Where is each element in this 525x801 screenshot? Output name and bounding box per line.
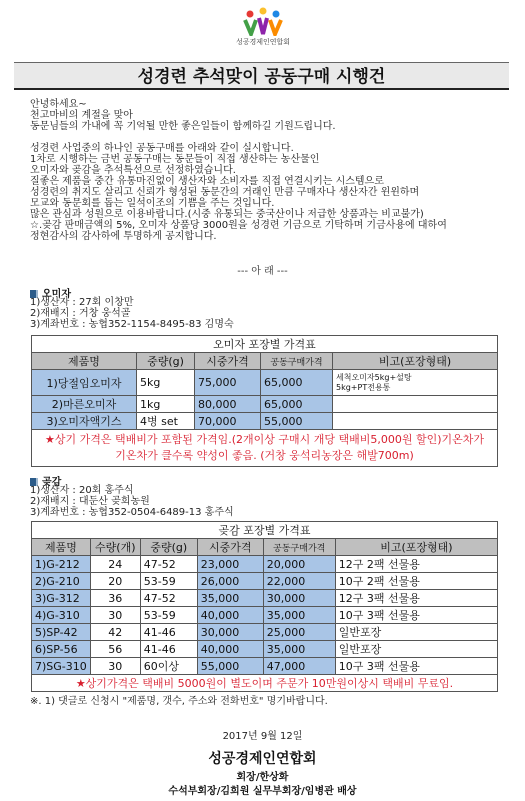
table-row [32,556,498,573]
intro-line: 안녕하세요~ [30,99,87,110]
remarks [333,396,498,413]
gotgam-info-line: 3)계좌번호 : 농협352-0504-6489-13 홍주식 [30,507,234,518]
gotgam-price-table [31,521,498,692]
group-price: 25,000 [263,624,335,641]
remarks: 10구 3팩 선물용 [335,607,497,624]
market-price: 40,000 [197,607,263,624]
product-weight: 53-59 [140,607,197,624]
intro-text [30,99,510,242]
omija-info [30,297,234,330]
table-row [32,658,498,675]
intro-line: 성경련의 취지도 살리고 신뢰가 형성된 동문간의 거래인 만큼 구매자나 생산자간 윈윈하며 [30,187,420,198]
product-weight: 4병 set [137,413,195,430]
omija-info-line: 1)생산자 : 27회 이창만 [30,297,134,308]
market-price: 75,000 [195,370,261,396]
group-price: 65,000 [261,370,333,396]
remarks-line: 5kg+PT전용통 [336,382,391,392]
omija-note-row [32,430,498,467]
remarks [333,370,498,396]
remarks: 일반포장 [335,641,497,658]
table-row [32,641,498,658]
signature-vice-presidents: 수석부회장/김희원 실무부회장/임병관 배상 [168,786,357,797]
remarks: 12구 3팩 선물용 [335,590,497,607]
product-weight: 41-46 [140,624,197,641]
intro-line: 오미자와 곶감을 추석특선으로 선정하였습니다. [30,165,236,176]
intro-line: 많은 관심과 성원으로 이용바랍니다.(시중 유통되는 중국산이나 저급한 상품과는 비교불가) [30,209,424,220]
intro-line: 성경련 사업중의 하나인 공동구매를 아래와 같이 실시합니다. [30,143,294,154]
product-name: 2)G-210 [32,573,91,590]
col-group-price: 공동구매가격 [261,353,333,370]
order-footnote: ※. 1) 댓글로 신청시 "제품명, 갯수, 주소와 전화번호" 명기바랍니다. [30,696,328,707]
product-weight: 41-46 [140,641,197,658]
product-weight: 47-52 [140,590,197,607]
intro-gap [30,132,510,143]
col-product: 제품명 [32,539,91,556]
group-price: 47,000 [263,658,335,675]
group-price: 20,000 [263,556,335,573]
document-date: 2017년 9월 12일 [222,731,303,742]
product-name: 7)SG-310 [32,658,91,675]
product-weight: 47-52 [140,556,197,573]
group-price: 55,000 [261,413,333,430]
product-qty: 36 [90,590,140,607]
remarks: 10구 3팩 선물용 [335,658,497,675]
table-row [32,607,498,624]
omija-heading-label: 오미자 [42,289,71,300]
group-price: 65,000 [261,396,333,413]
remarks [333,413,498,430]
product-name: 3)G-312 [32,590,91,607]
gotgam-info [30,485,234,518]
org-logo [228,6,298,56]
col-weight: 중량(g) [137,353,195,370]
col-market-price: 시중가격 [197,539,263,556]
product-name: 6)SP-56 [32,641,91,658]
product-weight: 5kg [137,370,195,396]
product-name: 2)마른오미자 [32,396,137,413]
product-name: 5)SP-42 [32,624,91,641]
market-price: 23,000 [197,556,263,573]
intro-line: 천고마비의 계절을 맞아 [30,110,133,121]
org-logo-icon [241,6,285,36]
market-price: 30,000 [197,624,263,641]
omija-note [32,430,498,467]
gotgam-note: ★상기가격은 택배비 5000원이 별도이며 주문가 10만원이상시 택배비 무료임. [32,675,498,692]
market-price: 80,000 [195,396,261,413]
gotgam-info-line: 2)재배지 : 대둔산 곶희농원 [30,496,150,507]
group-price: 35,000 [263,607,335,624]
ahrae-divider: --- 아 래 --- [237,266,288,277]
table-row [32,573,498,590]
product-weight: 1kg [137,396,195,413]
signature-org: 성공경제인연합회 [208,751,317,767]
product-qty: 42 [90,624,140,641]
remarks: 12구 2팩 선물용 [335,556,497,573]
omija-table-caption: 오미자 포장별 가격표 [32,336,498,353]
omija-price-table [31,335,498,467]
product-name: 1)G-212 [32,556,91,573]
logo-org-name: 성공경제인연합회 [235,38,291,46]
remarks: 일반포장 [335,624,497,641]
remarks-line: 세척오미자5kg+설탕 [336,372,412,382]
intro-line: ☆.곶감 판매금액의 5%, 오미자 상품당 3000원을 성경련 기금으로 기탁하며 기금사용에 대하여 [30,220,447,231]
group-price: 30,000 [263,590,335,607]
product-qty: 30 [90,658,140,675]
market-price: 55,000 [197,658,263,675]
market-price: 26,000 [197,573,263,590]
product-qty: 56 [90,641,140,658]
intro-line: 동문님들의 가내에 꼭 기억될 만한 좋은일들이 함께하길 기원드립니다. [30,121,336,132]
intro-line: 질좋은 제품을 중간 유통마진없이 생산자와 소비자를 직접 연결시키는 시스템으로 [30,176,384,187]
table-row [32,624,498,641]
gotgam-info-line: 1)생산자 : 20회 홍주식 [30,485,134,496]
product-weight: 60이상 [140,658,197,675]
market-price: 35,000 [197,590,263,607]
product-weight: 53-59 [140,573,197,590]
col-weight: 중량(g) [140,539,197,556]
group-price: 22,000 [263,573,335,590]
signature-president: 회장/한상화 [236,772,289,783]
group-price: 35,000 [263,641,335,658]
intro-line: 정현감사의 감사하에 투명하게 공지합니다. [30,231,217,242]
page-title: 성경련 추석맞이 공동구매 시행건 [137,67,386,87]
table-row [32,396,498,413]
intro-line: 1차로 시행하는 금번 공동구매는 동문들이 직접 생산하는 농산물인 [30,154,320,165]
remarks: 10구 2팩 선물용 [335,573,497,590]
omija-note-line: ★상기 가격은 택배비가 포함된 가격임.(2개이상 구매시 개당 택배비5,000원 할인)기온차가 [44,433,485,446]
product-name: 1)당절임오미자 [32,370,137,396]
product-qty: 20 [90,573,140,590]
table-row [32,590,498,607]
col-remarks: 비고(포장형태) [335,539,497,556]
table-row [32,413,498,430]
omija-info-line: 2)재배지 : 거창 웅석골 [30,308,131,319]
product-qty: 24 [90,556,140,573]
product-qty: 30 [90,607,140,624]
product-name: 4)G-310 [32,607,91,624]
intro-line: 모교와 동문회를 돕는 일석이조의 기쁨을 주는 것입니다. [30,198,275,209]
col-market-price: 시중가격 [195,353,261,370]
market-price: 70,000 [195,413,261,430]
col-product: 제품명 [32,353,137,370]
gotgam-table-caption: 곶감 포장별 가격표 [32,522,498,539]
product-name: 3)오미자액기스 [32,413,137,430]
omija-note-line: 기온차가 클수록 약성이 좋음. (거창 웅석리농장은 해발700m) [115,449,414,462]
table-row [32,370,498,396]
market-price: 40,000 [197,641,263,658]
col-qty: 수량(개) [90,539,140,556]
gotgam-heading-label: 곶감 [42,477,62,488]
title-banner [14,62,509,90]
omija-info-line: 3)계좌번호 : 농협352-1154-8495-83 김명숙 [30,319,234,330]
col-group-price: 공동구매가격 [263,539,335,556]
col-remarks: 비고(포장형태) [333,353,498,370]
gotgam-note-row [32,675,498,692]
